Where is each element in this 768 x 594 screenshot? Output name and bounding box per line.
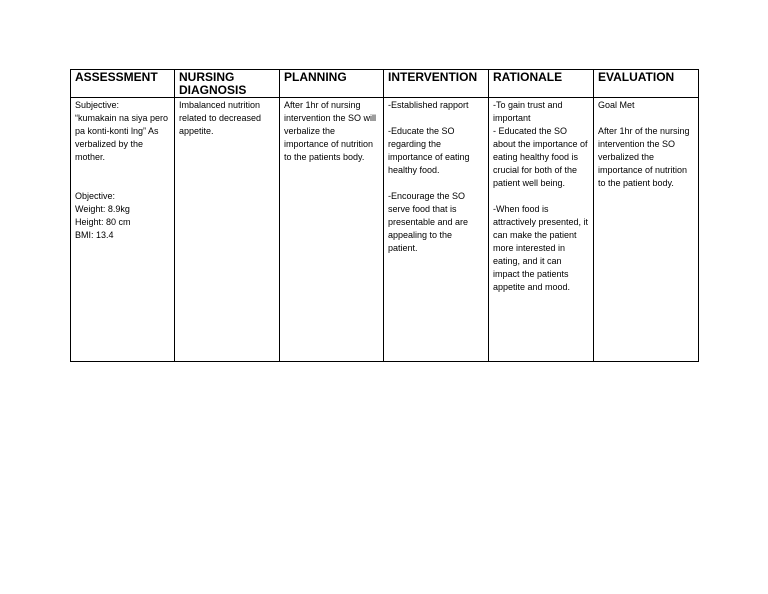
planning-cell xyxy=(280,98,384,362)
content-row xyxy=(71,98,699,362)
planning-text: After 1hr of nursing intervention the SO will verbalize the importance of nutrition to the patients body. xyxy=(284,100,377,162)
subjective-label: Subjective: xyxy=(75,100,120,110)
nursing-care-plan-table xyxy=(70,69,699,362)
nursing-diagnosis-cell xyxy=(175,98,280,362)
rationale-item: -To gain trust and important xyxy=(493,100,563,123)
intervention-item: -Encourage the SO serve food that is presentable and are appealing to the patient. xyxy=(388,191,469,253)
rationale-item: -When food is attractively presented, it can make the patient more interested in eating, and it can impact the patients appetite and mood. xyxy=(493,204,589,292)
header-planning: PLANNING xyxy=(280,70,384,98)
height-value: Height: 80 cm xyxy=(75,217,131,227)
header-nursing-diagnosis: NURSING DIAGNOSIS xyxy=(175,70,280,98)
assessment-cell xyxy=(71,98,175,362)
rationale-cell xyxy=(489,98,594,362)
header-intervention: INTERVENTION xyxy=(384,70,489,98)
intervention-cell xyxy=(384,98,489,362)
evaluation-cell xyxy=(594,98,699,362)
intervention-item: -Established rapport xyxy=(388,100,469,110)
header-rationale: RATIONALE xyxy=(489,70,594,98)
nursing-diagnosis-text: Imbalanced nutrition related to decreased appetite. xyxy=(179,100,262,136)
evaluation-status: Goal Met xyxy=(598,100,635,110)
rationale-item: - Educated the SO about the importance of eating healthy food is crucial for both of the patient well being. xyxy=(493,126,588,188)
intervention-item: -Educate the SO regarding the importance of eating healthy food. xyxy=(388,126,470,175)
bmi-value: BMI: 13.4 xyxy=(75,230,114,240)
subjective-text: “kumakain na siya pero pa konti-konti lng” As verbalized by the mother. xyxy=(75,113,169,162)
objective-label: Objective: xyxy=(75,191,116,201)
weight-value: Weight: 8.9kg xyxy=(75,204,130,214)
evaluation-text: After 1hr of the nursing intervention the SO verbalized the importance of nutrition to the patient body. xyxy=(598,126,690,188)
header-evaluation: EVALUATION xyxy=(594,70,699,98)
header-assessment: ASSESSMENT xyxy=(71,70,175,98)
header-row xyxy=(71,70,699,98)
